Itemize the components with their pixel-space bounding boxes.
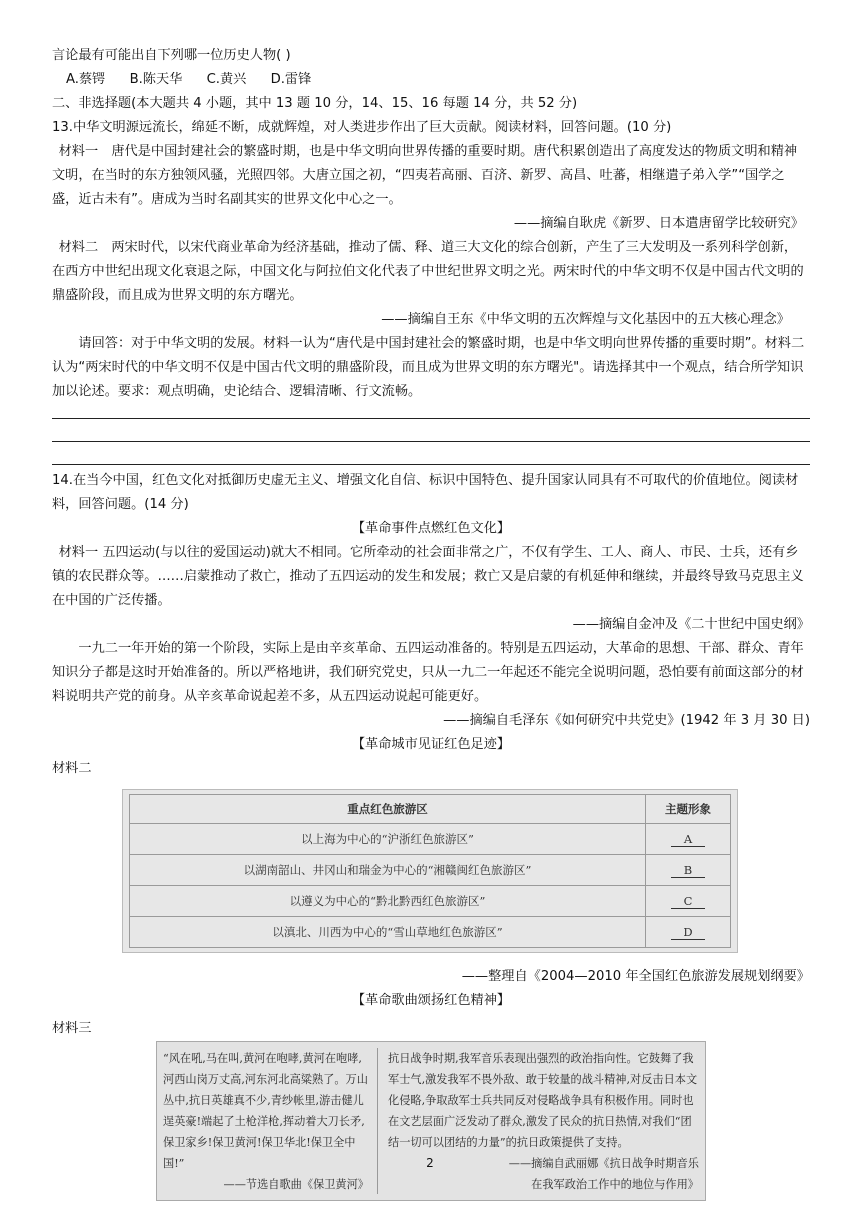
page-number: 2 (426, 1156, 434, 1170)
music-commentary-source-1: ——摘编自武丽娜《抗日战争时期音乐 (508, 1157, 699, 1170)
option-a: A.蔡锷 (66, 72, 106, 87)
table-cell-theme: B (646, 855, 731, 886)
table-cell-theme: A (646, 824, 731, 855)
option-d: D.雷锋 (270, 72, 312, 87)
answer-line-3 (52, 464, 810, 465)
q13-material-1-source: ——摘编自耿虎《新罗、日本遣唐留学比较研究》 (513, 216, 804, 231)
q14-material-1a-source: ——摘编自金冲及《二十世纪中国史纲》 (572, 617, 810, 632)
table-cell-zone: 以上海为中心的“沪浙红色旅游区” (130, 824, 646, 855)
q14-material-3-label: 材料三 (52, 1021, 92, 1036)
q14-material-2-label: 材料二 (52, 761, 92, 776)
q14-material-1b-source: ——摘编自毛泽东《如何研究中共党史》(1942 年 3 月 30 日) (443, 713, 810, 728)
q14-material-2-source: ——整理自《2004—2010 年全国红色旅游发展规划纲要》 (461, 969, 810, 984)
table-header-zone: 重点红色旅游区 (130, 795, 646, 824)
table-header-theme: 主题形象 (646, 795, 731, 824)
option-b: B.陈天华 (129, 72, 183, 87)
song-lyrics-source: ——节选自歌曲《保卫黄河》 (223, 1178, 369, 1191)
question-stem-tail: 言论最有可能出自下列哪一位历史人物( ) (52, 48, 291, 63)
table-header-row (130, 795, 731, 824)
section-heading: 二、非选择题(本大题共 4 小题，其中 13 题 10 分，14、15、16 每题 14 分，共 52 分) (52, 96, 578, 111)
song-material-image (156, 1041, 706, 1201)
q14-heading-events: 【革命事件点燃红色文化】 (351, 521, 511, 536)
music-commentary-source-2: 在我军政治工作中的地位与作用》 (531, 1178, 699, 1191)
q14-material-1a: 材料一 五四运动(与以往的爱国运动)就大不相同。它所牵动的社会面非常之广，不仅有学生、工人、商人、市民、士兵，还有乡镇的农民群众等。……启蒙推动了救亡，推动了五四运动的发生和发展；救亡又是启蒙的有机延伸和继续，并最终导致马克思主义在中国的广泛传播。 (52, 545, 804, 608)
table-row (130, 824, 731, 855)
table-cell-theme: C (646, 886, 731, 917)
table-cell-zone: 以湖南韶山、井冈山和瑞金为中心的“湘赣闽红色旅游区” (130, 855, 646, 886)
music-commentary: 抗日战争时期,我军音乐表现出强烈的政治指向性。它鼓舞了我军士气,激发我军不畏外敌、敢于较量的战斗精神,对反击日本文化侵略,争取敌军士兵共同反对侵略战争具有积极作用。同时也在文艺层面广泛发动了群众,激发了民众的抗日热情,对我们“团结一切可以团结的力量”的抗日政策提供了支持。 (388, 1052, 698, 1149)
q13-material-1: 材料一 唐代是中国封建社会的繁盛时期，也是中华文明向世界传播的重要时期。唐代积累创造出了高度发达的物质文明和精神文明，在当时的东方独领风骚，光照四邻。大唐立国之初，“四夷若高丽、百济、新罗、高昌、吐蕃，相继遣子弟入学”“国学之盛，近古未有”。唐成为当时名副其实的世界文化中心之一。 (52, 144, 798, 207)
red-tourism-table (122, 789, 738, 953)
exam-page (52, 44, 810, 1201)
answer-options (52, 68, 810, 92)
q13-stem: 13.中华文明源远流长，绵延不断，成就辉煌，对人类进步作出了巨大贡献。阅读材料，回答问题。(10 分) (52, 120, 672, 135)
q14-heading-cities: 【革命城市见证红色足迹】 (351, 737, 511, 752)
song-lyrics-panel (163, 1048, 378, 1194)
table-row (130, 917, 731, 948)
song-lyrics: “风在吼,马在叫,黄河在咆哮,黄河在咆哮,河西山岗万丈高,河东河北高粱熟了。万山丛中,抗日英雄真不少,青纱帐里,游击健儿逞英豪!端起了土枪洋枪,挥动着大刀长矛,保卫家乡!保卫黄河!保卫华北!保卫全中国!” (163, 1052, 368, 1170)
table-row (130, 886, 731, 917)
q14-material-1b: 一九二一年开始的第一个阶段，实际上是由辛亥革命、五四运动准备的。特别是五四运动，大革命的思想、干部、群众、青年知识分子都是这时开始准备的。所以严格地讲，我们研究党史，只从一九二一年起还不能完全说明问题，恐怕要有前面这部分的材料说明共产党的前身。从辛亥革命说起差不多，从五四运动说起可能更好。 (52, 641, 804, 704)
table-cell-zone: 以滇北、川西为中心的“雪山草地红色旅游区” (130, 917, 646, 948)
table-cell-zone: 以遵义为中心的“黔北黔西红色旅游区” (130, 886, 646, 917)
q14-heading-songs: 【革命歌曲颂扬红色精神】 (351, 993, 511, 1008)
option-c: C.黄兴 (206, 72, 247, 87)
q14-stem: 14.在当今中国，红色文化对抵御历史虚无主义、增强文化自信、标识中国特色、提升国家认同具有不可取代的价值地位。阅读材料，回答问题。(14 分) (52, 473, 799, 512)
table-cell-theme: D (646, 917, 731, 948)
music-commentary-panel (378, 1048, 699, 1194)
q13-material-2-source: ——摘编自王东《中华文明的五次辉煌与文化基因中的五大核心理念》 (381, 312, 790, 327)
q13-question: 请回答：对于中华文明的发展。材料一认为“唐代是中国封建社会的繁盛时期，也是中华文明向世界传播的重要时期”。材料二认为“两宋时代的中华文明不仅是中国古代文明的鼎盛阶段，而且成为世界文明的东方曙光"。请选择其中一个观点，结合所学知识加以论述。要求：观点明确，史论结合、逻辑清晰、行文流畅。 (52, 336, 805, 399)
q13-material-2: 材料二 两宋时代，以宋代商业革命为经济基础，推动了儒、释、道三大文化的综合创新，产生了三大发明及一系列科学创新，在西方中世纪出现文化衰退之际，中国文化与阿拉伯文化代表了中世纪世界文明之光。两宋时代的中华文明不仅是中国古代文明的鼎盛阶段，而且成为世界文明的东方曙光。 (52, 240, 804, 303)
table-row (130, 855, 731, 886)
